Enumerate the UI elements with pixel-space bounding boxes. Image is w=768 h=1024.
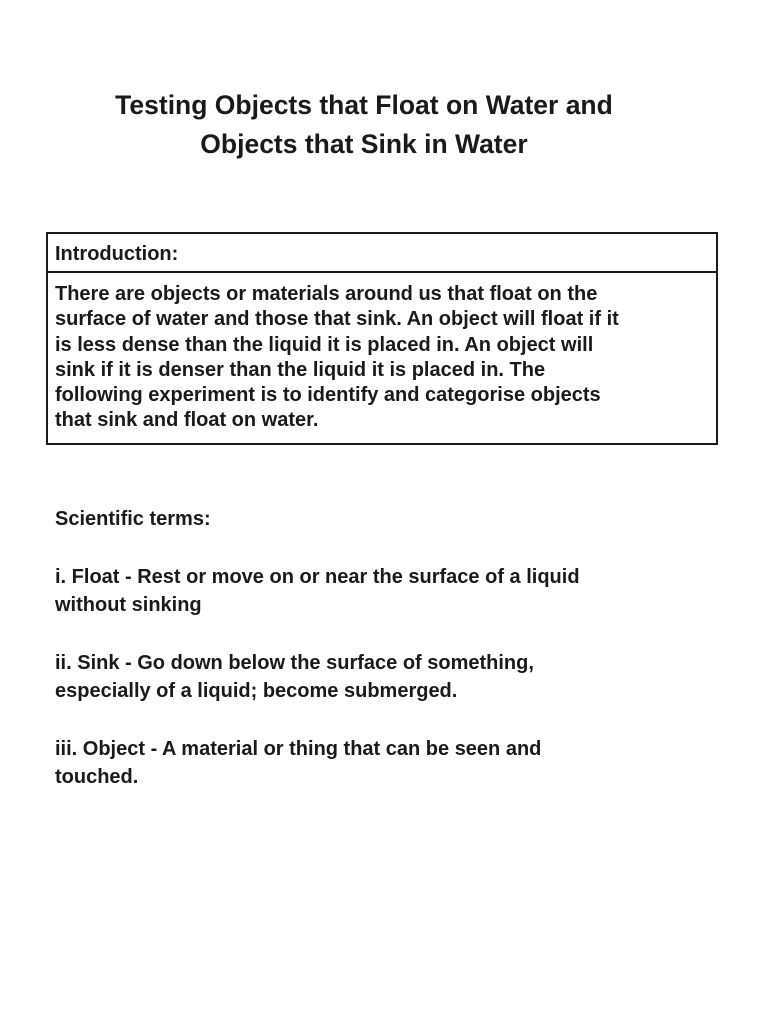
introduction-line: following experiment is to identify and categorise objects xyxy=(55,384,601,407)
introduction-line: is less dense than the liquid it is placed in. An object will xyxy=(55,333,594,356)
scientific-terms-section xyxy=(55,505,735,821)
introduction-header: Introduction: xyxy=(48,234,716,273)
introduction-line: that sink and float on water. xyxy=(55,409,319,432)
introduction-line: There are objects or materials around us that float on the xyxy=(55,283,598,305)
term-sink xyxy=(55,649,735,706)
introduction-line: sink if it is denser than the liquid it is placed in. The xyxy=(55,358,546,381)
term-line: without sinking xyxy=(55,594,202,616)
term-object xyxy=(55,735,735,792)
document-title xyxy=(40,86,688,164)
title-line: Objects that Sink in Water xyxy=(200,129,528,159)
introduction-line: surface of water and those that sink. An object will float if it xyxy=(55,308,619,331)
title-line: Testing Objects that Float on Water and xyxy=(115,90,613,120)
introduction-body xyxy=(48,273,716,434)
term-line: i. Float - Rest or move on or near the surface of a liquid xyxy=(55,565,580,588)
term-line: especially of a liquid; become submerged. xyxy=(55,680,458,702)
introduction-box xyxy=(46,232,718,445)
term-line: touched. xyxy=(55,766,139,788)
term-line: iii. Object - A material or thing that can be seen and xyxy=(55,737,542,760)
scientific-terms-heading: Scientific terms: xyxy=(55,508,211,530)
term-line: ii. Sink - Go down below the surface of something, xyxy=(55,651,534,674)
term-float xyxy=(55,563,735,620)
